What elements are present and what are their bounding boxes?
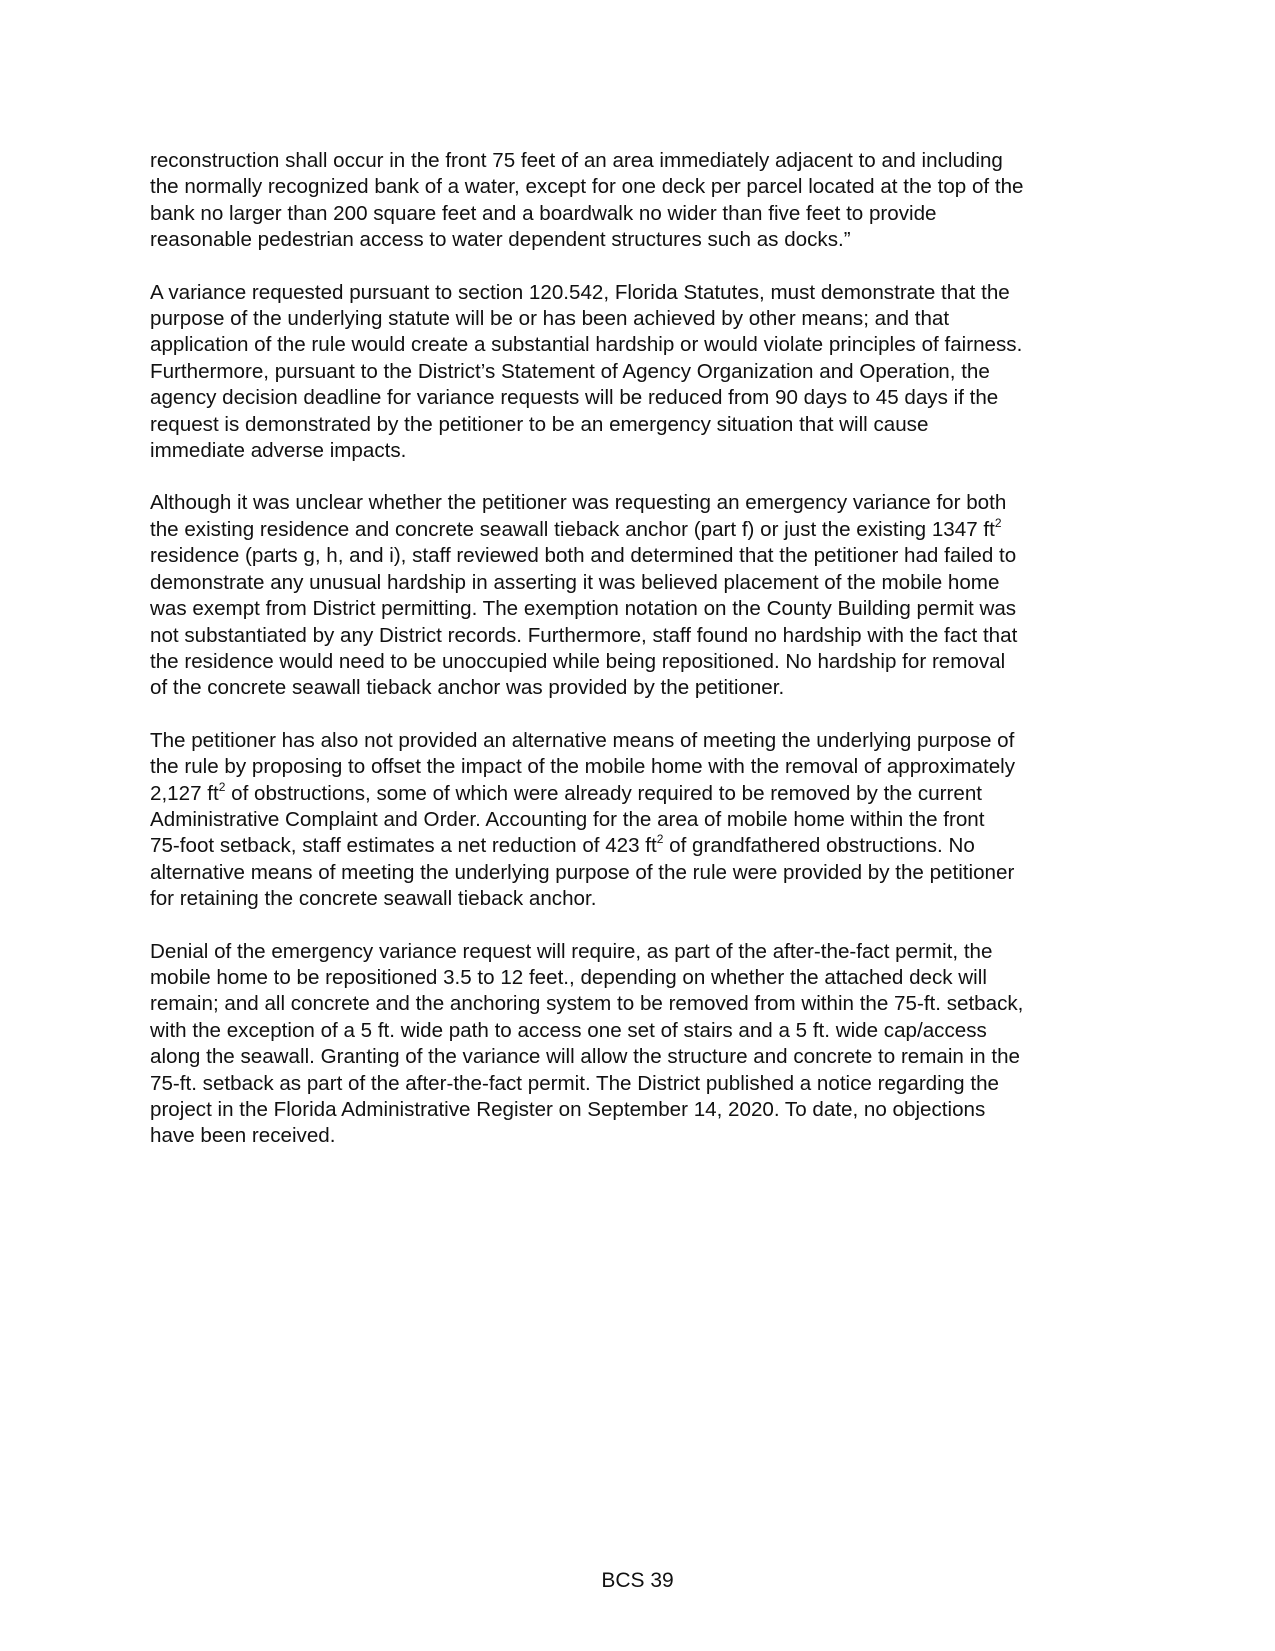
text-line	[150, 596, 1135, 622]
line-text: the normally recognized bank of a water, except for one deck per parcel located at the top of the	[150, 175, 1024, 199]
superscript: 2	[218, 779, 226, 794]
text-line	[150, 306, 1135, 332]
text-line	[150, 543, 1135, 569]
line-text: the rule by proposing to offset the impact of the mobile home with the removal of approximately	[150, 755, 1016, 779]
text-line	[150, 781, 1135, 807]
text-line	[150, 754, 1135, 780]
text-line	[150, 886, 1135, 912]
text-line	[150, 965, 1135, 991]
line-text: not substantiated by any District records. Furthermore, staff found no hardship with the fact that	[150, 623, 1018, 647]
line-text: mobile home to be repositioned 3.5 to 12 feet., depending on whether the attached deck will	[150, 965, 987, 989]
line-text: application of the rule would create a substantial hardship or would violate principles of fairness.	[150, 333, 1023, 357]
line-text: have been received.	[150, 1124, 336, 1148]
line-text: A variance requested pursuant to section 120.542, Florida Statutes, must demonstrate that the	[150, 280, 1010, 304]
line-text: bank no larger than 200 square feet and a boardwalk no wider than five feet to provide	[150, 201, 937, 225]
line-text: remain; and all concrete and the anchoring system to be removed from within the 75-ft. setback,	[150, 992, 1024, 1016]
text-line	[150, 438, 1135, 464]
text-line	[150, 174, 1135, 200]
line-text: demonstrate any unusual hardship in asserting it was believed placement of the mobile home	[150, 570, 1000, 594]
line-text: residence (parts g, h, and i), staff reviewed both and determined that the petitioner had failed to	[150, 544, 1017, 568]
line-text: Denial of the emergency variance request will require, as part of the after-the-fact permit, the	[150, 939, 993, 963]
text-line	[150, 728, 1135, 754]
text-line	[150, 860, 1135, 886]
superscript: 2	[994, 516, 1002, 531]
text-line	[150, 280, 1135, 306]
line-text: the residence would need to be unoccupied while being repositioned. No hardship for removal	[150, 649, 1006, 673]
line-text: Administrative Complaint and Order. Accounting for the area of mobile home within the front	[150, 807, 985, 831]
line-text: The petitioner has also not provided an alternative means of meeting the underlying purpose of	[150, 728, 1015, 752]
line-text: project in the Florida Administrative Register on September 14, 2020. To date, no objections	[150, 1098, 986, 1121]
line-text: request is demonstrated by the petitioner to be an emergency situation that will cause	[150, 412, 929, 436]
text-line	[150, 1097, 1135, 1123]
line-text: for retaining the concrete seawall tieback anchor.	[150, 887, 597, 911]
text-line	[150, 1018, 1135, 1044]
text-line	[150, 570, 1135, 596]
line-text: immediate adverse impacts.	[150, 439, 407, 463]
text-line	[150, 807, 1135, 833]
superscript: 2	[656, 832, 664, 847]
paragraph	[150, 490, 1135, 701]
text-line	[150, 1123, 1135, 1149]
line-text: agency decision deadline for variance requests will be reduced from 90 days to 45 days if the	[150, 386, 999, 410]
text-line	[150, 359, 1135, 385]
line-text: 2,127 ft	[150, 781, 219, 805]
text-line	[150, 148, 1135, 174]
text-line	[150, 649, 1135, 675]
line-text: was exempt from District permitting. The exemption notation on the County Building permit was	[150, 597, 1017, 621]
line-text-continued: of grandfathered obstructions. No	[663, 834, 975, 858]
text-line	[150, 991, 1135, 1017]
document-body	[150, 148, 1135, 1176]
paragraph	[150, 939, 1135, 1150]
line-text: with the exception of a 5 ft. wide path to access one set of stairs and a 5 ft. wide cap/access	[150, 1018, 987, 1042]
page-footer: BCS 39	[601, 1569, 674, 1592]
line-text: Furthermore, pursuant to the District’s Statement of Agency Organization and Operation, the	[150, 359, 990, 383]
line-text: of the concrete seawall tieback anchor was provided by the petitioner.	[150, 676, 785, 700]
text-line	[150, 490, 1135, 516]
text-line	[150, 201, 1135, 227]
text-line	[150, 412, 1135, 438]
line-text: reconstruction shall occur in the front 75 feet of an area immediately adjacent to and including	[150, 149, 1003, 172]
line-text-continued: of obstructions, some of which were already required to be removed by the current	[225, 781, 983, 805]
paragraph	[150, 728, 1135, 913]
text-line	[150, 517, 1135, 543]
line-text: purpose of the underlying statute will be or has been achieved by other means; and that	[150, 307, 950, 331]
line-text: 75-ft. setback as part of the after-the-fact permit. The District published a notice regarding the	[150, 1071, 999, 1095]
line-text: reasonable pedestrian access to water dependent structures such as docks.”	[150, 228, 851, 252]
line-text: alternative means of meeting the underlying purpose of the rule were provided by the petitioner	[150, 860, 1015, 884]
line-text: Although it was unclear whether the petitioner was requesting an emergency variance for both	[150, 491, 1007, 515]
text-line	[150, 833, 1135, 859]
line-text: the existing residence and concrete seawall tieback anchor (part f) or just the existing 1347 ft	[150, 517, 995, 541]
paragraph	[150, 148, 1135, 254]
text-line	[150, 675, 1135, 701]
text-line	[150, 939, 1135, 965]
line-text: along the seawall. Granting of the variance will allow the structure and concrete to remain in the	[150, 1045, 1020, 1069]
text-line	[150, 227, 1135, 253]
text-line	[150, 623, 1135, 649]
line-text: 75-foot setback, staff estimates a net reduction of 423 ft	[150, 834, 657, 858]
text-line	[150, 1071, 1135, 1097]
paragraph	[150, 280, 1135, 465]
text-line	[150, 385, 1135, 411]
text-line	[150, 1044, 1135, 1070]
text-line	[150, 332, 1135, 358]
